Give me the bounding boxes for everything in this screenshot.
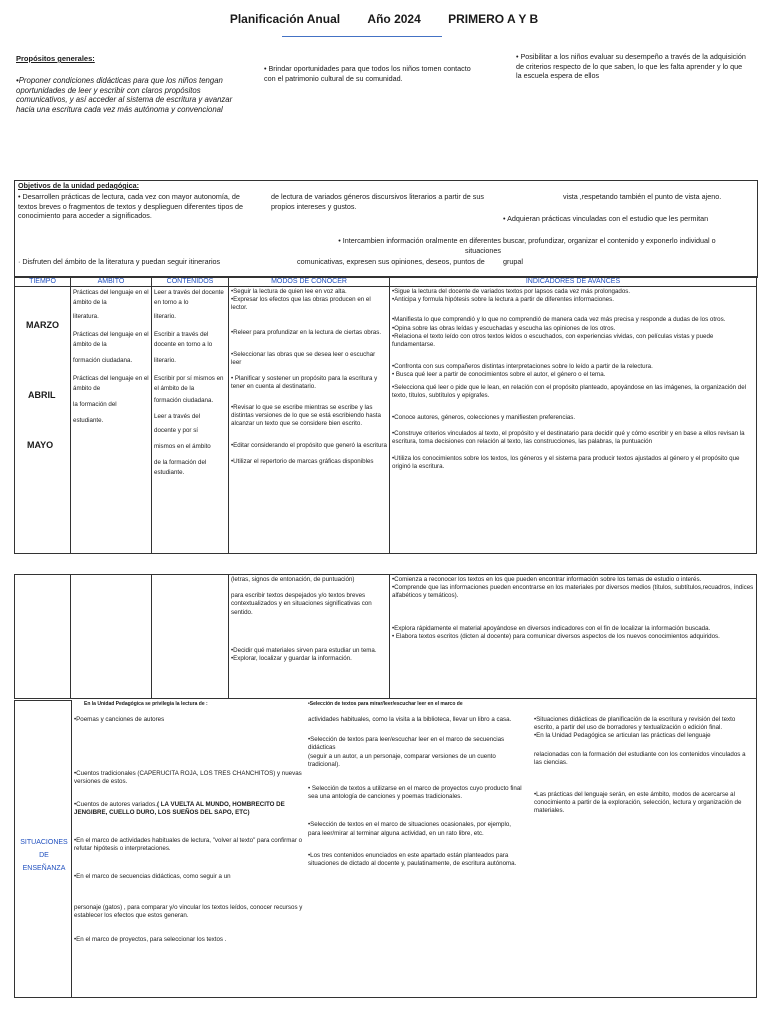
purpose-3: • Posibilitar a los niños evaluar su desempeño a través de la adquisición de criterios respecto de lo que saben, lo que les falta aprender y lo que la escuela espera de ellos [516,52,746,81]
contenido-text: Leer a través del docente en torno a lo [154,289,224,306]
modo-text: •Decidir qué materiales sirven para estudiar un tema. [231,646,377,654]
ambito-text: Prácticas del lenguaje en el ámbito de [73,375,149,392]
situacion-text: •Poemas y canciones de autores [74,716,165,723]
indicador-text: •Relaciona el texto leído con otros textos leídos o escuchados, con experiencias vividas, con películas vistas y puede fundamentarse. [392,332,714,349]
indicador-text: •Manifiesta lo que comprendió y lo que no comprendió de manera cada vez más precisa y responde a dudas de los otros. [392,316,726,324]
objective-a: • Desarrollen prácticas de lectura, cada vez con mayor autonomía, de textos breves o fragmentos de textos y desplieguen diferentes tipos de conocimiento para acceder a significados. [18,192,243,221]
planning-table [14,276,757,554]
modos-cell [229,287,390,554]
indicador-text: •Sigue la lectura del docente de variados textos por lapsos cada vez más prolongados. [392,288,631,295]
contenido-text: Escribir por sí mismos en el ámbito de la [154,375,224,392]
objective-d: • Intercambien información oralmente en diferentes situaciones [338,236,501,255]
indicador-text: •Selecciona qué leer o pide que le lean, en relación con el propósito planteado, apoyándose en las imágenes, la organización del texto, títulos, subtítulos y epígrafes. [392,383,747,399]
contenido-text: Leer a través del [154,413,201,420]
modo-text: •Utilizar el repertorio de marcas gráficas disponibles [231,458,374,466]
header-ambito: ÁMBITO [71,277,152,287]
title-main: Planificación Anual [229,12,341,26]
modo-text: •Editar considerando el propósito que generó la escritura [231,442,387,450]
title-year: Año 2024 [367,12,421,26]
contenido-text: formación ciudadana. [154,397,214,404]
month-mayo: MAYO [27,440,54,450]
title-underline [282,36,442,37]
indicador-text: •Explora rápidamente el material apoyándose en diversos indicadores con el fin de localizar la información buscada. [392,624,711,632]
situaciones-col2-head: •Selección de textos para mirar/leer/escuchar leer en el marco de [308,701,463,707]
indicador-text: • Elabora textos escritos (dicten al docente) para comunicar diversos aspectos de los nuevos conocimientos adquiridos. [392,632,720,640]
objective-e: comunicativas, expresen sus opiniones, deseos, puntos de [297,257,485,266]
situacion-text: •Selección de textos para leer/escuchar leer en el marco de secuencias didácticas [308,736,505,752]
situacion-text: actividades habituales, como la visita a la biblioteca, llevar un libro a casa. [308,716,512,723]
indicador-text: •Comprende que las informaciones pueden encontrarse en los materiales por diversos medios (títulos, subtítulos,recuadros, índices alfabéticos y temáticos). [392,584,754,600]
indicador-text: •Comienza a reconocer los textos en los que pueden encontrar información sobre los temas de estudio o interés. [392,576,702,583]
planning-table-continued [14,574,757,699]
ambito-text: formación ciudadana. [73,357,133,364]
ambito-text: Prácticas del lenguaje en el ámbito de la [73,331,149,348]
indicadores-cell [390,287,757,554]
modo-text: •Explorar, localizar y guardar la información. [231,655,352,663]
ambito-text: literatura. [73,313,99,320]
situacion-text: •En el marco de secuencias didácticas, como seguir a un [74,873,231,881]
situacion-text: personaje (gatos) , para comparar y/o vincular los textos leídos, conocer recursos y establecer los efectos que estos generan. [74,903,303,919]
title-group: PRIMERO A Y B [448,12,539,26]
contenido-text: docente y por sí [154,427,199,434]
situacion-text-bold: ( LA VUELTA AL MUNDO, HOMBRECITO DE JENGIBRE, CUELLO DURO, LOS SUEÑOS DEL SAPO, ETC) [74,800,285,816]
contenido-text: mismos en el ámbito [154,443,211,450]
indicador-text: •Opina sobre las obras leídas y escuchadas y escucha las opiniones de los otros. [392,324,616,332]
modo-text: •Revisar lo que se escribe mientras se escribe y las distintas versiones de lo que se está escribiendo hasta alcanzar un texto que se considere bien escrito. [231,403,381,428]
indicadores-cell [390,575,757,699]
situacion-text: •Situaciones didácticas de planificación de la escritura y revisión del texto escrito, a partir del uso de borradores y textualización o edición final. [534,716,736,732]
ambito-text: Prácticas del lenguaje en el ámbito de la [73,289,149,306]
purpose-2: • Brindar oportunidades para que todos los niños tomen contacto con el patrimonio cultural de su comunidad. [264,64,471,83]
table-row [15,575,757,699]
indicador-text: •Conoce autores, géneros, colecciones y manifiesten preferencias. [392,414,576,422]
situacion-text: relacionadas con la formación del estudiante con los contenidos vinculados a las ciencias. [534,750,746,766]
situacion-text: •En la Unidad Pedagógica se articulan las prácticas del lenguaje [534,732,711,740]
contenido-text: literario. [154,357,177,364]
modo-text: •Releer para profundizar en la lectura de ciertas obras. [231,328,382,336]
objectives-heading: Objetivos de la unidad pedagógica: [18,181,140,190]
purpose-1: •Proponer condiciones didácticas para que los niños tengan oportunidades de leer y escribir con claros propósitos comunicativos, y así acceder al sistema de escritura y avanzar hacia una escritura cada vez más autónoma y convencional [16,76,233,114]
objective-h: buscar, profundizar, organizar el contenido y exponerlo individual o [503,236,716,245]
situacion-text: •Selección de textos en el marco de situaciones ocasionales, por ejemplo, para leer/mirar al terminar alguna actividad, en un rato libre, etc. [308,821,512,837]
objective-g: • Adquieran prácticas vinculadas con el estudio que les permitan [503,214,709,223]
header-indicadores: INDICADORES DE AVANCES [390,277,757,287]
table-header-row [15,277,757,287]
document-title [0,12,768,26]
modo-text: • Planificar y sostener un propósito para la escritura y tener en cuenta al destinatario. [231,375,378,391]
indicador-text: •Utiliza los conocimientos sobre los textos, los géneros y el sistema para producir textos ajustados al género y el propósito que originó la escritura. [392,454,740,470]
table-row [15,287,757,554]
month-abril: ABRIL [28,390,56,400]
situacion-text: • Selección de textos a utilizarse en el marco de proyectos cuyo producto final sea una antología de canciones y poemas tradicionales. [308,785,522,801]
modo-text: •Seleccionar las obras que se desea leer o escuchar leer [231,350,376,367]
situacion-text: •Cuentos tradicionales (CAPERUCITA ROJA, LOS TRES CHANCHITOS) y nuevas versiones de estos. [74,770,302,786]
contenido-text: literario. [154,313,177,320]
ambito-cell [71,287,152,554]
situaciones-label: SITUACIONES DE ENSEÑANZA [20,839,68,872]
indicador-text: •Confronta con sus compañeros distintas interpretaciones sobre lo leído a partir de la relectura. [392,363,653,371]
ambito-text: estudiante. [73,417,104,424]
contenido-text: de la formación del estudiante. [154,459,207,476]
situaciones-col2 [308,716,524,868]
tiempo-cell [15,575,71,699]
modo-text: (letras, signos de entonación, de puntuación) [231,576,355,583]
contenidos-cell [152,575,229,699]
situacion-text: (seguir a un autor, a un personaje, comparar versiones de un cuento tradicional). [308,752,496,768]
header-tiempo: TIEMPO [15,277,71,287]
objective-c: de lectura de variados géneros discursivos literarios a partir de sus propios intereses y gustos. [271,192,484,211]
situacion-text: •Los tres contenidos enunciados en este apartado están planteados para situaciones de dictado al docente y, paulatinamente, de escritura autónoma. [308,851,517,868]
situaciones-col1 [74,716,304,944]
modos-cell [229,575,390,699]
objective-b: · Disfruten del ámbito de la literatura y puedan seguir itinerarios [18,257,221,266]
header-modos: MODOS DE CONOCER [229,277,390,287]
modo-text: para escribir textos despejados y/o textos breves contextualizados y en situaciones significativas con sentido. [231,592,372,616]
contenidos-cell [152,287,229,554]
situacion-text: •En el marco de proyectos, para seleccionar los textos . [74,936,227,944]
purposes-heading: Propósitos generales: [16,54,95,63]
ambito-cell [71,575,152,699]
month-marzo: MARZO [26,320,59,330]
objective-i: grupal [503,257,523,266]
ambito-text: la formación del [73,401,117,408]
objectives-box [14,180,758,278]
situaciones-col1-head: En la Unidad Pedagógica se privilegia la lectura de : [84,701,208,707]
situaciones-col3 [534,716,750,816]
situacion-text: •En el marco de actividades habituales de lectura, "volver al texto" para confirmar o refutar hipótesis o interpretaciones. [74,837,303,853]
situacion-text: •Cuentos de autores variados. [74,800,157,808]
modo-text: •Expresar los efectos que las obras producen en el lector. [231,296,371,312]
situacion-text: •Las prácticas del lenguaje serán, en este ámbito, modos de acercarse al conocimiento a partir de la exploración, selección, lectura y organización de materiales. [534,791,742,815]
indicador-text: •Anticipa y formula hipótesis sobre la lectura a partir de diferentes informaciones. [392,296,614,304]
indicador-text: • Busca qué leer a partir de conocimientos sobre el autor, el género o el tema. [392,371,606,379]
objective-f: vista ,respetando también el punto de vista ajeno. [563,192,722,201]
contenido-text: Escribir a través del docente en torno a lo [154,331,213,348]
header-contenidos: CONTENIDOS [152,277,229,287]
indicador-text: •Construye criterios vinculados al texto, el propósito y el destinatario para decidir qué y cómo escribir y en base a ellos revisan la escritura, toma decisiones con relación al texto, las construcciones, las palabras, la puntuación [392,430,745,446]
modo-text: •Seguir la lectura de quien lee en voz alta. [231,288,347,295]
